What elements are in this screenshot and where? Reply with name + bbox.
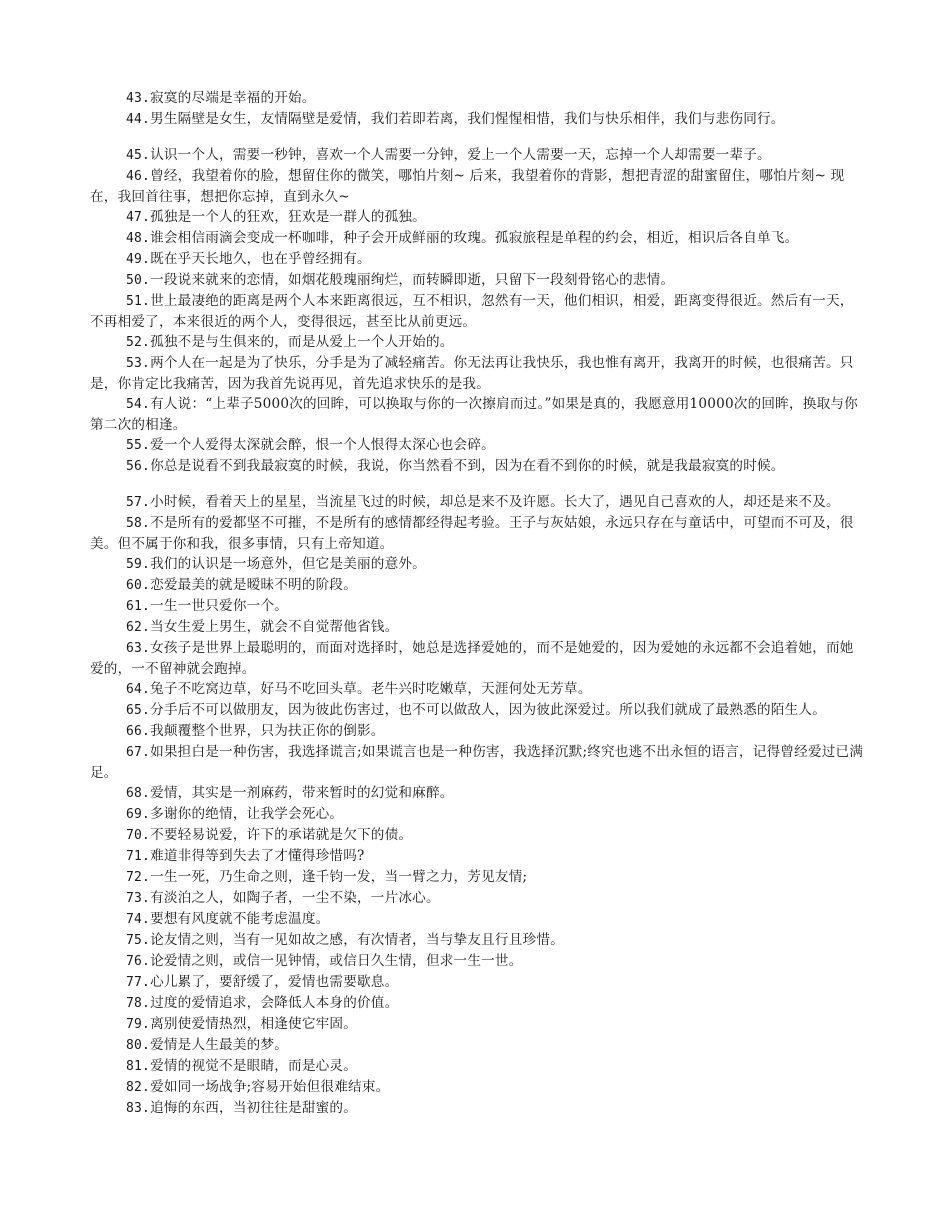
quote-entry (90, 513, 865, 554)
quote-entry (90, 700, 865, 721)
entry-number: 81. (126, 1059, 151, 1074)
entry-text: 兔子不吃窝边草，好马不吃回头草。老牛兴时吃嫩草，天涯何处无芳草。 (150, 681, 592, 697)
entry-number: 56. (126, 459, 151, 474)
entry-text: 多谢你的绝情，让我学会死心。 (150, 806, 344, 822)
entry-text: 男生隔壁是女生，友情隔壁是爱情，我们若即若离，我们惺惺相惜，我们与快乐相伴，我们与悲伤同行。 (150, 111, 785, 127)
entry-number: 80. (126, 1038, 151, 1053)
entry-text: 一生一死，乃生命之则，逢千钧一发，当一臂之力，芳见友情; (150, 869, 528, 885)
quote-entry (90, 492, 865, 513)
entry-text: 一段说来就来的恋情，如烟花般瑰丽绚烂，而转瞬即逝，只留下一段刻骨铭心的悲情。 (150, 272, 675, 288)
entry-text: 离别使爱情热烈，相逢使它牢固。 (150, 1016, 357, 1032)
entry-text: 曾经，我望着你的脸，想留住你的微笑，哪怕片刻~ 后来，我望着你的背影，想把青涩的甜蜜留住，哪怕片刻~ 现在，我回首往事，想把你忘掉，直到永久~ (90, 168, 845, 205)
entry-text: 有人说：“上辈子5000次的回眸，可以换取与你的一次擦肩而过。”如果是真的，我愿意用10000次的回眸，换取与你第二次的相逢。 (90, 396, 858, 433)
entry-number: 62. (126, 620, 151, 635)
entry-text: 爱情的视觉不是眼睛，而是心灵。 (150, 1058, 357, 1074)
quote-entry (90, 1056, 865, 1077)
entry-number: 43. (126, 91, 151, 106)
entry-number: 53. (126, 356, 151, 371)
entry-number: 71. (126, 849, 151, 864)
quote-entry (90, 291, 865, 332)
entry-text: 当女生爱上男生，就会不自觉帮他省钱。 (150, 619, 399, 635)
quote-entry (90, 888, 865, 909)
quote-entry (90, 270, 865, 291)
quote-entry (90, 972, 865, 993)
entry-text: 爱情，其实是一剂麻药，带来暂时的幻觉和麻醉。 (150, 785, 454, 801)
entry-text: 要想有风度就不能考虑温度。 (150, 911, 330, 927)
entry-text: 小时候，看着天上的星星，当流星飞过的时候，却总是来不及许愿。长大了，遇见自己喜欢的人，却还是来不及。 (150, 494, 840, 510)
entry-text: 你总是说看不到我最寂寞的时候，我说，你当然看不到，因为在看不到你的时候，就是我最寂寞的时候。 (150, 458, 785, 474)
quote-entry (90, 596, 865, 617)
entry-text: 认识一个人，需要一秒钟，喜欢一个人需要一分钟，爱上一个人需要一天，忘掉一个人却需要一辈子。 (150, 147, 771, 163)
entry-number: 52. (126, 335, 151, 350)
entry-text: 爱如同一场战争;容易开始但很难结束。 (150, 1079, 390, 1095)
entry-number: 64. (126, 682, 151, 697)
entry-text: 爱情是人生最美的梦。 (150, 1037, 289, 1053)
entry-text: 如果担白是一种伤害，我选择谎言;如果谎言也是一种伤害，我选择沉默;终究也逃不出永恒的语言，记得曾经爱过已满足。 (90, 744, 864, 781)
entry-text: 恋爱最美的就是暧昧不明的阶段。 (150, 577, 357, 593)
entry-text: 论爱情之则，或信一见钟情，或信日久生情，但求一生一世。 (150, 953, 523, 969)
quote-entry (90, 554, 865, 575)
entry-text: 心儿累了，要舒缓了，爱情也需要歇息。 (150, 974, 399, 990)
quote-entry (90, 679, 865, 700)
entry-number: 75. (126, 933, 151, 948)
entry-number: 60. (126, 578, 151, 593)
quote-entry (90, 394, 865, 435)
entry-text: 世上最凄绝的距离是两个人本来距离很远，互不相识，忽然有一天，他们相识，相爱，距离变得很近。然后有一天，不再相爱了，本来很近的两个人，变得很远，甚至比从前更远。 (90, 293, 854, 330)
quote-entry (90, 109, 865, 130)
entry-number: 83. (126, 1101, 151, 1116)
entry-number: 44. (126, 112, 151, 127)
quote-entry (90, 638, 865, 679)
quote-entry (90, 88, 865, 109)
entry-number: 76. (126, 954, 151, 969)
entry-number: 61. (126, 599, 151, 614)
entry-text: 两个人在一起是为了快乐，分手是为了减轻痛苦。你无法再让我快乐，我也惟有离开，我离开的时候，也很痛苦。只是，你肯定比我痛苦，因为我首先说再见，首先追求快乐的是我。 (90, 355, 854, 392)
quote-entry (90, 207, 865, 228)
quote-entry (90, 249, 865, 270)
entry-number: 77. (126, 975, 151, 990)
quote-entry (90, 1077, 865, 1098)
entry-number: 65. (126, 703, 151, 718)
entry-text: 孤独是一个人的狂欢，狂欢是一群人的孤独。 (150, 209, 426, 225)
entry-number: 73. (126, 891, 151, 906)
entry-text: 难道非得等到失去了才懂得珍惜吗? (150, 848, 365, 864)
quote-entry (90, 1014, 865, 1035)
entry-number: 66. (126, 724, 151, 739)
entry-text: 分手后不可以做朋友，因为彼此伤害过，也不可以做敌人，因为彼此深爱过。所以我们就成了最熟悉的陌生人。 (150, 702, 826, 718)
quote-entry (90, 930, 865, 951)
quote-entry (90, 909, 865, 930)
entry-text: 我颠覆整个世界，只为扶正你的倒影。 (150, 723, 385, 739)
quote-entry (90, 353, 865, 394)
entry-text: 过度的爱情追求，会降低人本身的价值。 (150, 995, 399, 1011)
entry-number: 67. (126, 745, 151, 760)
entry-number: 72. (126, 870, 151, 885)
document-body (90, 88, 865, 1119)
entry-number: 55. (126, 438, 151, 453)
quote-entry (90, 742, 865, 783)
entry-text: 爱一个人爱得太深就会醉，恨一个人恨得太深心也会碎。 (150, 437, 495, 453)
entry-number: 51. (126, 294, 151, 309)
entry-number: 70. (126, 828, 151, 843)
entry-text: 不要轻易说爱，许下的承诺就是欠下的债。 (150, 827, 413, 843)
quote-entry (90, 783, 865, 804)
quote-entry (90, 825, 865, 846)
entry-text: 我们的认识是一场意外，但它是美丽的意外。 (150, 556, 426, 572)
entry-text: 追悔的东西，当初往往是甜蜜的。 (150, 1100, 357, 1116)
quote-entry (90, 1098, 865, 1119)
entry-number: 59. (126, 557, 151, 572)
entry-text: 谁会相信雨滴会变成一杯咖啡，种子会开成鲜丽的玫瑰。孤寂旅程是单程的约会，相近，相识后各自单飞。 (150, 230, 799, 246)
quote-entry (90, 1035, 865, 1056)
quote-entry (90, 804, 865, 825)
quote-entry (90, 575, 865, 596)
entry-number: 63. (126, 641, 151, 656)
entry-number: 48. (126, 231, 151, 246)
quote-entry (90, 166, 865, 207)
quote-entry (90, 456, 865, 477)
quote-entry (90, 846, 865, 867)
entry-number: 74. (126, 912, 151, 927)
entry-number: 50. (126, 273, 151, 288)
entry-number: 54. (126, 397, 151, 412)
entry-text: 不是所有的爱都坚不可摧，不是所有的感情都经得起考验。王子与灰姑娘，永远只存在与童话中，可望而不可及，很美。但不属于你和我，很多事情，只有上帝知道。 (90, 515, 854, 552)
quote-entry (90, 435, 865, 456)
entry-text: 寂寞的尽端是幸福的开始。 (150, 90, 316, 106)
entry-number: 47. (126, 210, 151, 225)
quote-entry (90, 332, 865, 353)
quote-entry (90, 721, 865, 742)
entry-number: 46. (126, 169, 151, 184)
entry-number: 78. (126, 996, 151, 1011)
quote-entry (90, 617, 865, 638)
quote-entry (90, 228, 865, 249)
quote-entry (90, 867, 865, 888)
entry-text: 论友情之则，当有一见如故之感，有次情者，当与挚友且行且珍惜。 (150, 932, 564, 948)
entry-text: 女孩子是世界上最聪明的，而面对选择时，她总是选择爱她的，而不是她爱的，因为爱她的永远都不会追着她，而她爱的，一不留神就会跑掉。 (90, 640, 854, 677)
entry-number: 68. (126, 786, 151, 801)
quote-entry (90, 145, 865, 166)
entry-text: 孤独不是与生俱来的，而是从爱上一个人开始的。 (150, 334, 454, 350)
entry-text: 有淡泊之人，如陶子者，一尘不染，一片冰心。 (150, 890, 440, 906)
entry-text: 一生一世只爱你一个。 (150, 598, 289, 614)
entry-number: 45. (126, 148, 151, 163)
entry-number: 82. (126, 1080, 151, 1095)
entry-text: 既在乎天长地久，也在乎曾经拥有。 (150, 251, 371, 267)
entry-number: 69. (126, 807, 151, 822)
entry-number: 58. (126, 516, 151, 531)
quote-entry (90, 951, 865, 972)
quote-entry (90, 993, 865, 1014)
entry-number: 57. (126, 495, 151, 510)
entry-number: 49. (126, 252, 151, 267)
entry-number: 79. (126, 1017, 151, 1032)
